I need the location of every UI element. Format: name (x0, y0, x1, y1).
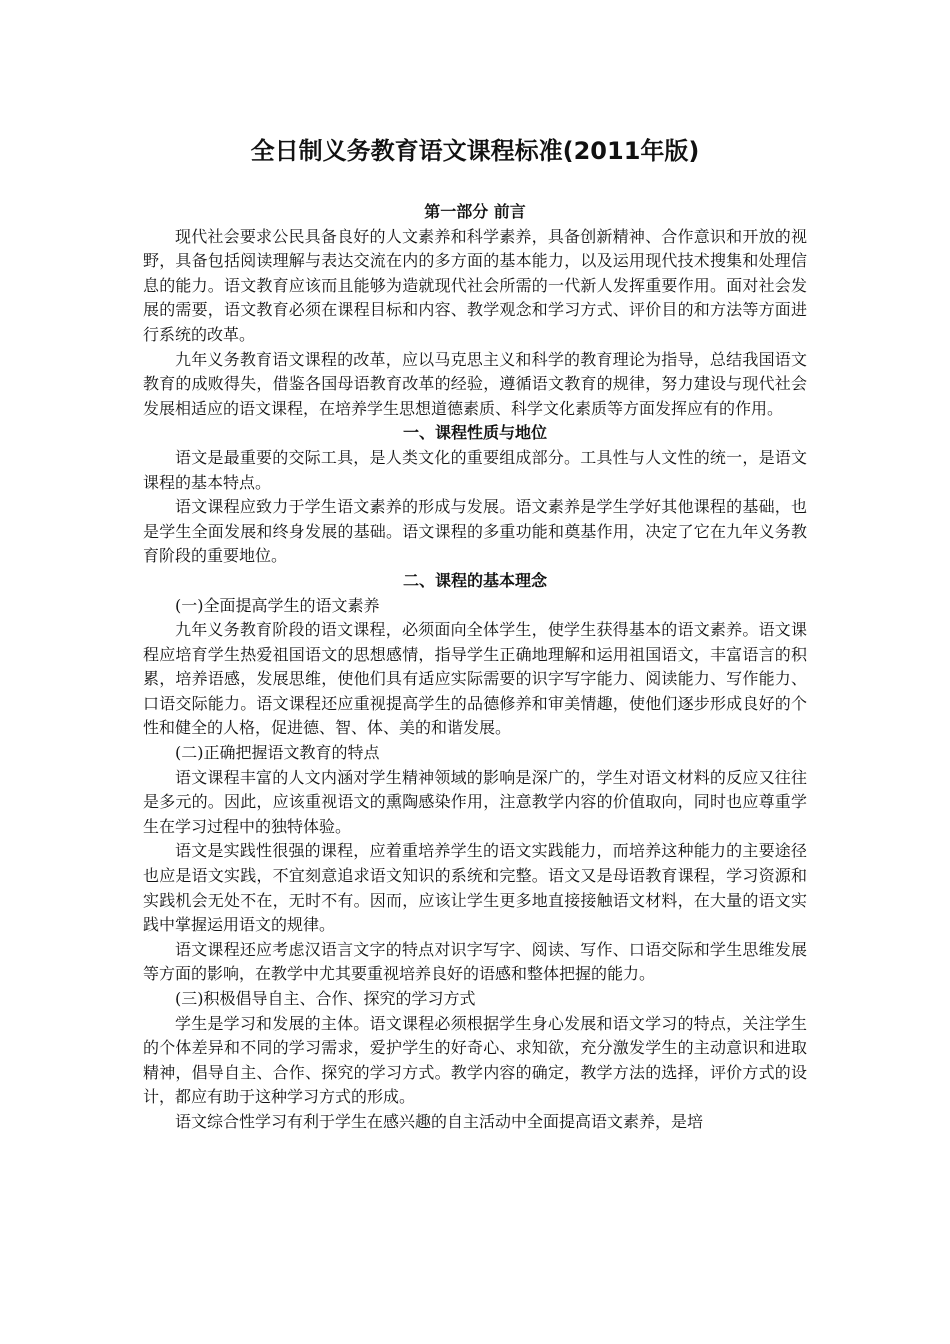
paragraph: 九年义务教育语文课程的改革，应以马克思主义和科学的教育理论为指导，总结我国语文教育的成败得失，借鉴各国母语教育改革的经验，遵循语文教育的规律，努力建设与现代社会发展相适应的语文课程，在培养学生思想道德素质、科学文化素质等方面发挥应有的作用。 (143, 349, 807, 418)
paragraph: 语文课程丰富的人文内涵对学生精神领域的影响是深广的，学生对语文材料的反应又往往是多元的。因此，应该重视语文的熏陶感染作用，注意教学内容的价值取向，同时也应尊重学生在学习过程中的独特体验。 (143, 767, 807, 836)
paragraph: 语文综合性学习有利于学生在感兴趣的自主活动中全面提高语文素养，是培 (175, 1111, 704, 1131)
document-title: 全日制义务教育语文课程标准(2011年版) (250, 137, 700, 165)
paragraph: 语文课程应致力于学生语文素养的形成与发展。语文素养是学生学好其他课程的基础，也是学生全面发展和终身发展的基础。语文课程的多重功能和奠基作用，决定了它在九年义务教育阶段的重要地位。 (143, 497, 807, 566)
paragraph: 语文是最重要的交际工具，是人类文化的重要组成部分。工具性与人文性的统一，是语文课程的基本特点。 (143, 447, 807, 492)
paragraph: 语文课程还应考虑汉语言文字的特点对识字写字、阅读、写作、口语交际和学生思维发展等方面的影响，在教学中尤其要重视培养良好的语感和整体把握的能力。 (143, 939, 807, 984)
subsection-title: (二)正确把握语文教育的特点 (175, 743, 380, 763)
subsection-title: (一)全面提高学生的语文素养 (175, 595, 380, 615)
section-heading: 一、课程性质与地位 (402, 423, 547, 443)
paragraph: 学生是学习和发展的主体。语文课程必须根据学生身心发展和语文学习的特点，关注学生的个体差异和不同的学习需求，爱护学生的好奇心、求知欲，充分激发学生的主动意识和进取精神，倡导自主、合作、探究的学习方式。教学内容的确定，教学方法的选择，评价方式的设计，都应有助于这种学习方式的形成。 (143, 1013, 807, 1107)
paragraph: 语文是实践性很强的课程，应着重培养学生的语文实践能力，而培养这种能力的主要途径也应是语文实践，不宜刻意追求语文知识的系统和完整。语文又是母语教育课程，学习资源和实践机会无处不在，无时不有。因而，应该让学生更多地直接接触语文材料，在大量的语文实践中掌握运用语文的规律。 (143, 841, 807, 935)
section-heading: 二、课程的基本理念 (402, 570, 547, 590)
paragraph: 九年义务教育阶段的语文课程，必须面向全体学生，使学生获得基本的语文素养。语文课程应培育学生热爱祖国语文的思想感情，指导学生正确地理解和运用祖国语文，丰富语言的积累，培养语感，发展思维，使他们具有适应实际需要的识字写字能力、阅读能力、写作能力、口语交际能力。语文课程还应重视提高学生的品德修养和审美情趣，使他们逐步形成良好的个性和健全的人格，促进德、智、体、美的和谐发展。 (143, 620, 807, 738)
part-heading: 第一部分 前言 (424, 202, 526, 221)
paragraph: 现代社会要求公民具备良好的人文素养和科学素养，具备创新精神、合作意识和开放的视野，具备包括阅读理解与表达交流在内的多方面的基本能力，以及运用现代技术搜集和处理信息的能力。语文教育应该而且能够为造就现代社会所需的一代新人发挥重要作用。面对社会发展的需要，语文教育必须在课程目标和内容、教学观念和学习方式、评价目的和方法等方面进行系统的改革。 (143, 226, 807, 344)
subsection-title: (三)积极倡导自主、合作、探究的学习方式 (175, 989, 476, 1008)
document-body (143, 200, 807, 1135)
